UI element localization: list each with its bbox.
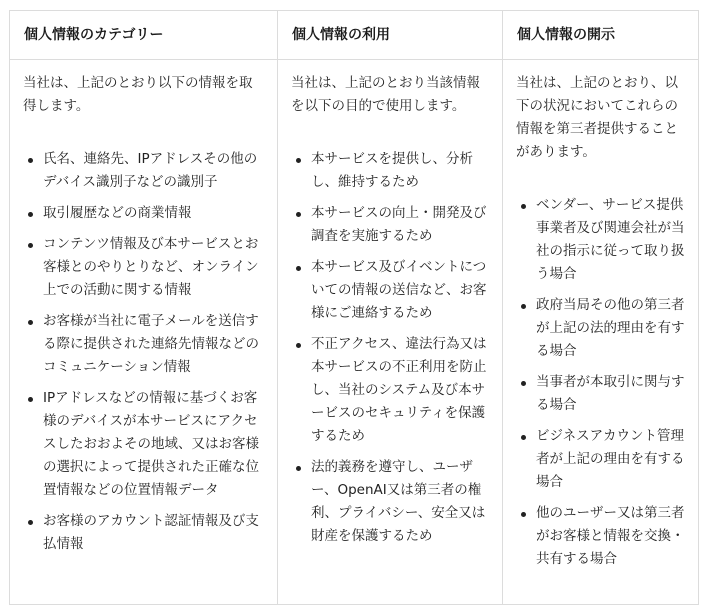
list-item: 政府当局その他の第三者が上記の法的理由を有する場合 (536, 294, 685, 363)
list-item: 本サービス及びイベントについての情報の送信など、お客様にご連絡するため (311, 256, 489, 325)
use-cell (278, 60, 503, 605)
list-item: 取引履歴などの商業情報 (43, 202, 264, 225)
list-item: ビジネスアカウント管理者が上記の理由を有する場合 (536, 425, 685, 494)
disclosure-intro: 当社は、上記のとおり、以下の状況においてこれらの情報を第三者提供することがあります。 (516, 75, 678, 160)
list-item: 本サービスを提供し、分析し、維持するため (311, 148, 489, 194)
disclosure-cell (503, 60, 699, 605)
list-item: IPアドレスなどの情報に基づくお客様のデバイスが本サービスにアクセスしたおおよその地域、又はお客様の選択によって提供された正確な位置情報などの位置情報データ (43, 387, 264, 502)
header-use: 個人情報の利用 (278, 11, 503, 60)
use-intro: 当社は、上記のとおり当該情報を以下の目的で使用します。 (291, 75, 480, 114)
list-item: 氏名、連絡先、IPアドレスその他のデバイス識別子などの識別子 (43, 148, 264, 194)
use-list (291, 148, 489, 548)
categories-intro: 当社は、上記のとおり以下の情報を取得します。 (23, 75, 253, 114)
table-header-row (10, 11, 699, 60)
list-item: 不正アクセス、違法行為又は本サービスの不正利用を防止し、当社のシステム及び本サービスのセキュリティを保護するため (311, 333, 489, 448)
header-categories: 個人情報のカテゴリー (10, 11, 278, 60)
list-item: コンテンツ情報及び本サービスとお客様とのやりとりなど、オンライン上での活動に関する情報 (43, 233, 264, 302)
list-item: 当事者が本取引に関与する場合 (536, 371, 685, 417)
disclosure-list (516, 194, 685, 571)
list-item: お客様のアカウント認証情報及び支払情報 (43, 510, 264, 556)
list-item: お客様が当社に電子メールを送信する際に提供された連絡先情報などのコミュニケーション情報 (43, 310, 264, 379)
categories-cell (10, 60, 278, 605)
table-body-row (10, 60, 699, 605)
header-disclosure: 個人情報の開示 (503, 11, 699, 60)
list-item: 本サービスの向上・開発及び調査を実施するため (311, 202, 489, 248)
list-item: 他のユーザー又は第三者がお客様と情報を交換・共有する場合 (536, 502, 685, 571)
list-item: 法的義務を遵守し、ユーザー、OpenAI又は第三者の権利、プライバシー、安全又は財産を保護するため (311, 456, 489, 548)
list-item: ベンダー、サービス提供事業者及び関連会社が当社の指示に従って取り扱う場合 (536, 194, 685, 286)
categories-list (23, 148, 264, 556)
personal-information-table (9, 10, 699, 605)
